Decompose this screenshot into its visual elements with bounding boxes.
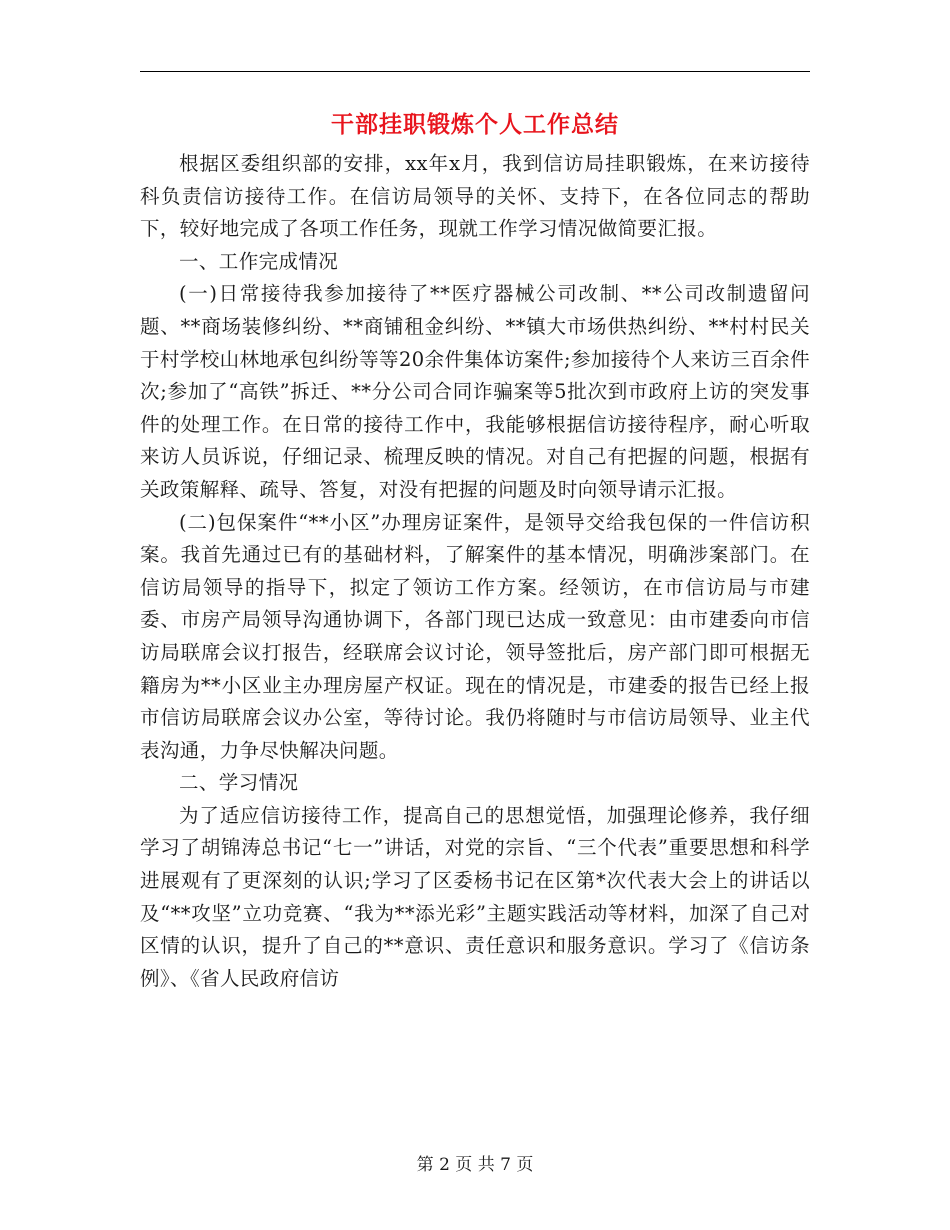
page-number: 第 2 页 共 7 页 [416, 1155, 534, 1175]
section-heading-work: 一、工作完成情况 [179, 249, 339, 273]
paragraph-intro: 根据区委组织部的安排，xx年x月，我到信访局挂职锻炼，在来访接待科负责信访接待工作。在信访局领导的关怀、支持下，在各位同志的帮助下，较好地完成了各项工作任务，现就工作学习情况做简要汇报。 [140, 152, 810, 241]
document-body [140, 148, 810, 995]
paragraph-case-guarantee: (二)包保案件“**小区”办理房证案件，是领导交给我包保的一件信访积案。我首先通过已有的基础材料，了解案件的基本情况，明确涉案部门。在信访局领导的指导下，拟定了领访工作方案。经领访，在市信访局与市建委、市房产局领导沟通协调下，各部门现已达成一致意见：由市建委向市信访局联席会议打报告，经联席会议讨论，领导签批后，房产部门即可根据无籍房为**小区业主办理房屋产权证。现在的情况是，市建委的报告已经上报市信访局联席会议办公室，等待讨论。我仍将随时与市信访局领导、业主代表沟通，力争尽快解决问题。 [140, 510, 810, 762]
paragraph-study: 为了适应信访接待工作，提高自己的思想觉悟，加强理论修养，我仔细学习了胡锦涛总书记“七一”讲话，对党的宗旨、“三个代表”重要思想和科学进展观有了更深刻的认识;学习了区委杨书记在区第*次代表大会上的讲话以及“**攻坚”立功竞赛、“我为**添光彩”主题实践活动等材料，加深了自己对区情的认识，提升了自己的**意识、责任意识和服务意识。学习了《信访条例》、《省人民政府信访 [140, 803, 810, 990]
paragraph-daily-reception: (一)日常接待我参加接待了**医疗器械公司改制、**公司改制遗留问题、**商场装修纠纷、**商铺租金纠纷、**镇大市场供热纠纷、**村村民关于村学校山林地承包纠纷等等20余件集体访案件;参加接待个人来访三百余件次;参加了“高铁”拆迁、**分公司合同诈骗案等5批次到市政府上访的突发事件的处理工作。在日常的接待工作中，我能够根据信访接待程序，耐心听取来访人员诉说，仔细记录、梳理反映的情况。对自己有把握的问题，根据有关政策解释、疏导、答复，对没有把握的问题及时向领导请示汇报。 [140, 282, 810, 501]
section-heading-study: 二、学习情况 [179, 771, 299, 795]
document-title: 干部挂职锻炼个人工作总结 [331, 111, 619, 138]
header-rule [140, 71, 810, 72]
